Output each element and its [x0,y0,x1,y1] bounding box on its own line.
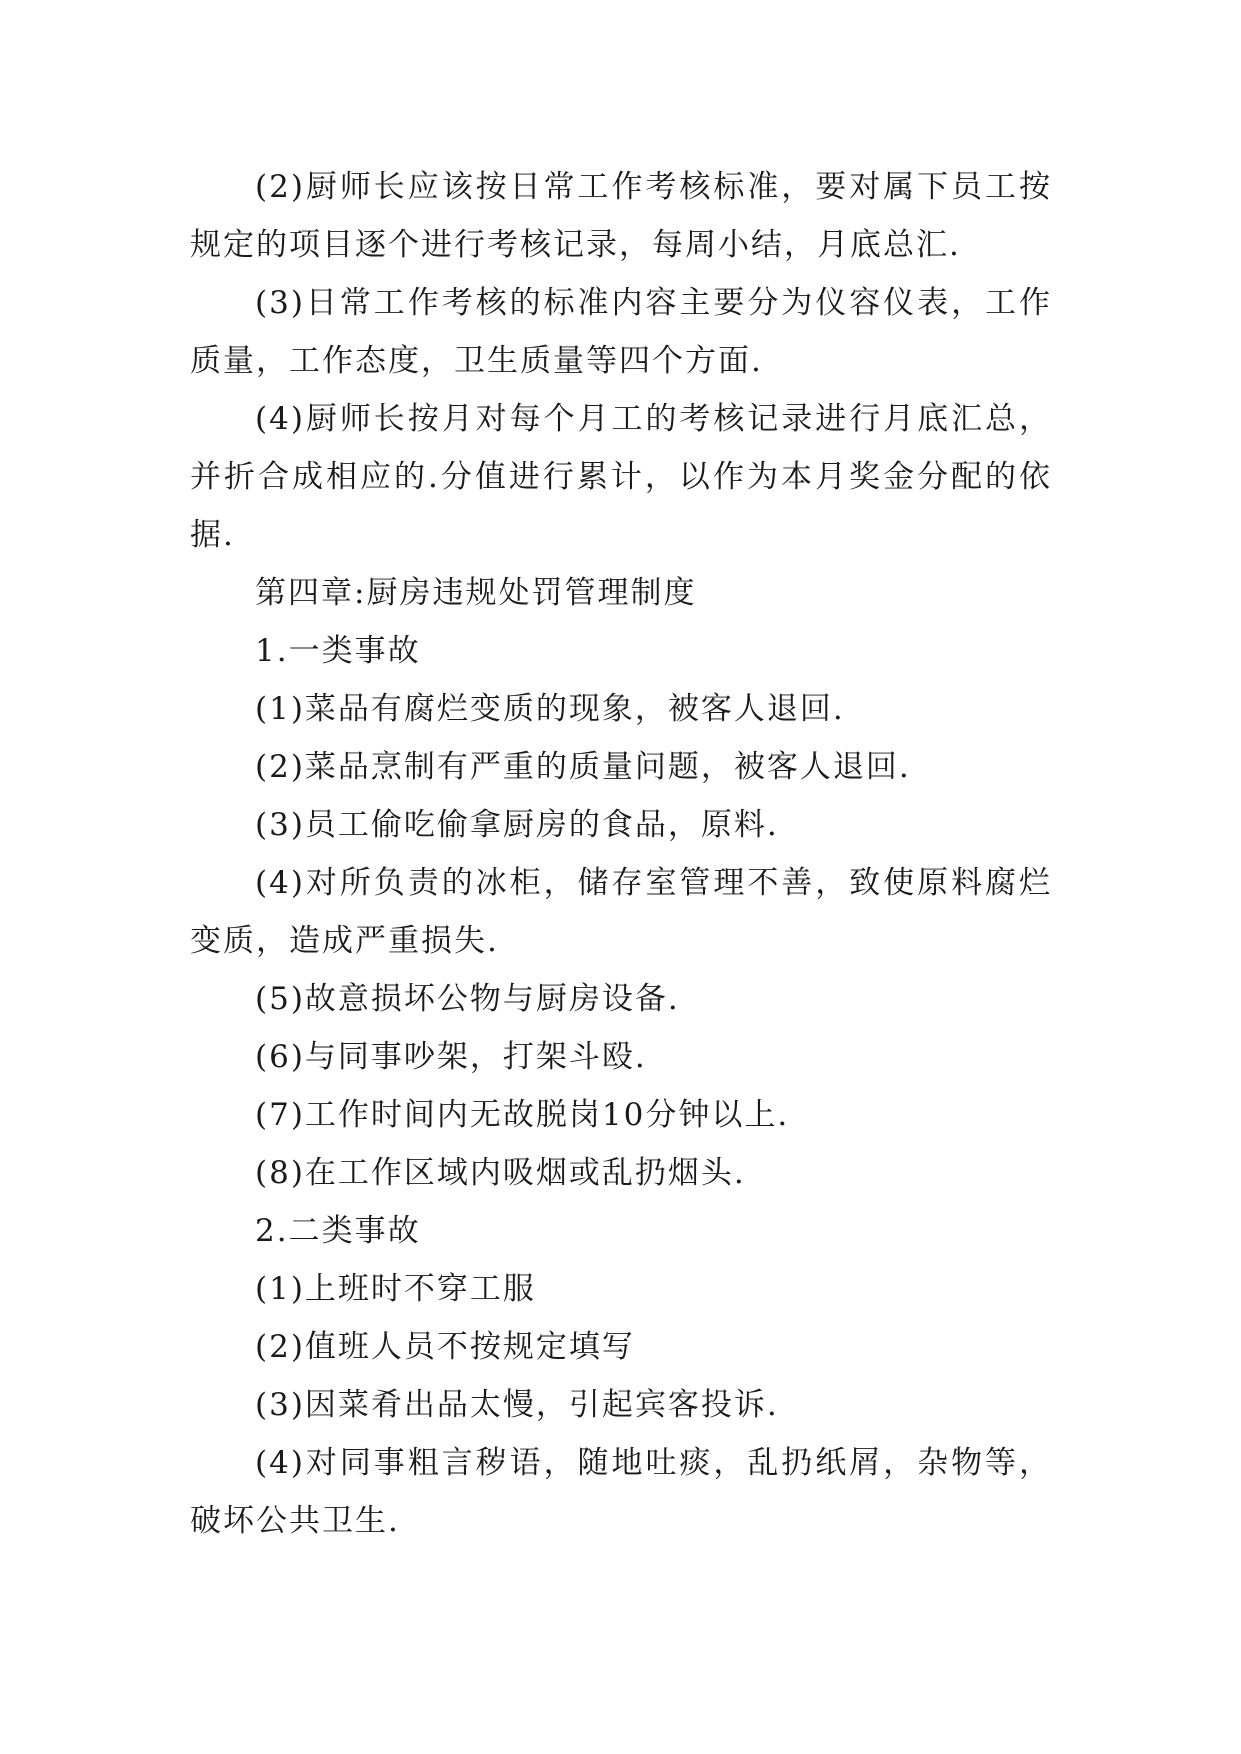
paragraph: (3)日常工作考核的标准内容主要分为仪容仪表，工作质量，工作态度，卫生质量等四个方面. [190,285,1052,379]
chapter-heading: 第四章:厨房违规处罚管理制度 [255,575,697,611]
list-item: (1)菜品有腐烂变质的现象，被客人退回. [255,691,845,727]
section-heading: 2.二类事故 [255,1213,421,1249]
list-item: (4)对所负责的冰柜，储存室管理不善，致使原料腐烂变质，造成严重损失. [190,865,1052,959]
list-item: (3)因菜肴出品太慢，引起宾客投诉. [255,1387,779,1423]
section-heading: 1.一类事故 [255,633,421,669]
list-item: (4)对同事粗言秽语，随地吐痰，乱扔纸屑，杂物等，破坏公共卫生. [190,1445,1052,1539]
list-item: (8)在工作区域内吸烟或乱扔烟头. [255,1155,746,1191]
list-item: (1)上班时不穿工服 [255,1271,536,1307]
list-item: (6)与同事吵架，打架斗殴. [255,1039,647,1075]
list-item: (2)值班人员不按规定填写 [255,1329,635,1365]
list-item: (7)工作时间内无故脱岗10分钟以上. [255,1097,790,1133]
paragraph: (2)厨师长应该按日常工作考核标准，要对属下员工按规定的项目逐个进行考核记录，每周小结，月底总汇. [190,169,1052,263]
list-item: (5)故意损坏公物与厨房设备. [255,981,680,1017]
paragraph: (4)厨师长按月对每个月工的考核记录进行月底汇总，并折合成相应的.分值进行累计，以作为本月奖金分配的依据. [190,401,1052,553]
list-item: (2)菜品烹制有严重的质量问题，被客人退回. [255,749,911,785]
list-item: (3)员工偷吃偷拿厨房的食品，原料. [255,807,779,843]
document-body [190,158,1052,1550]
